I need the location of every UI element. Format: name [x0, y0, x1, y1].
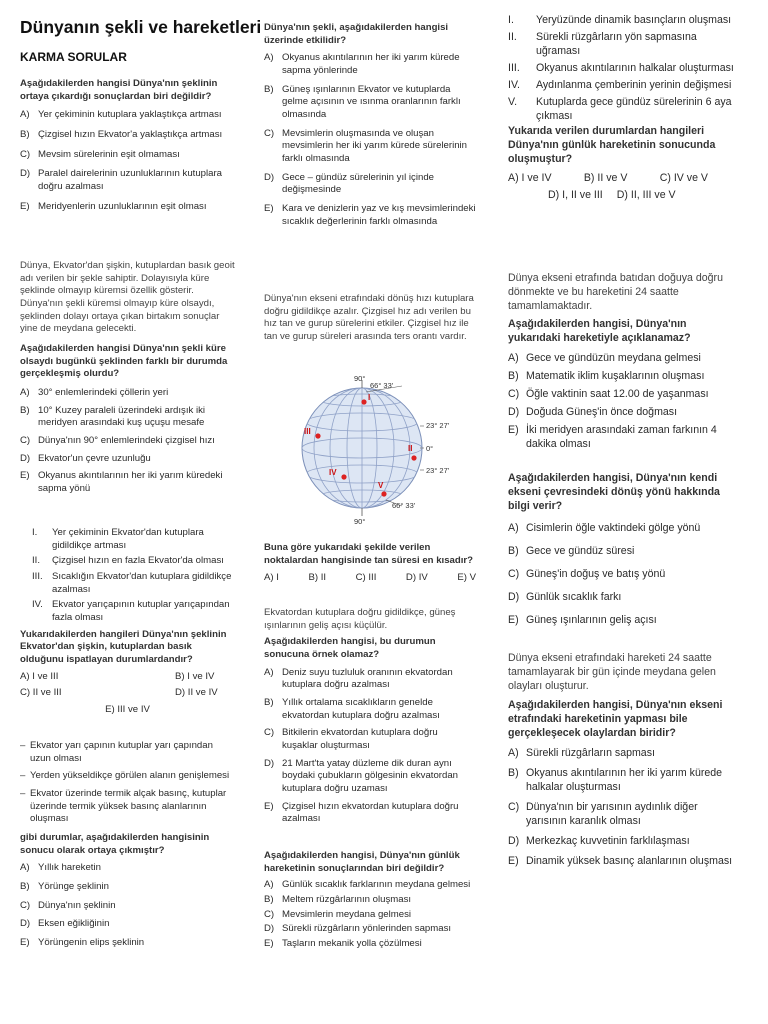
- option-b[interactable]: B) Meltem rüzgârlarının oluşması: [264, 893, 412, 905]
- question-passage: Ekvatordan kutuplara doğru gidildikçe, güneş ışınlarının geliş açısı küçülür.: [264, 607, 456, 631]
- options-list: [264, 52, 476, 228]
- option-d[interactable]: D) Paralel dairelerinin uzunluklarının kutuplara doğru azalması: [20, 168, 222, 192]
- question-stem: Yukarıdakilerden hangileri Dünya'nın şeklinin Ekvator'dan şişkin, kutuplardan basık olduğunu ispatlayan durumlardandır?: [20, 628, 227, 665]
- option-e[interactable]: E) Kara ve denizlerin yaz ve kış mevsimlerindeki sıcaklık değerlerinin farklı olmasında: [264, 202, 476, 227]
- option-e[interactable]: E) Dinamik yüksek basınç alanlarının oluşması: [508, 854, 733, 867]
- option-d[interactable]: D) Sürekli rüzgârların yönlerinden sapması: [264, 923, 452, 935]
- roman-items: [20, 527, 235, 625]
- option-e[interactable]: D) II, III ve V: [616, 188, 676, 201]
- question-stem: Aşağıdakilerden hangisi, Dünya'nın ekseni etrafındaki hareketinin yapması bile gerçekleşecek olaylardan biridir?: [508, 698, 723, 739]
- globe-diagram: [284, 372, 484, 527]
- question-2: [20, 260, 235, 496]
- option-a[interactable]: A) 30° enlemlerindeki çöllerin yeri: [20, 386, 169, 398]
- question-11: [508, 472, 740, 628]
- option-a[interactable]: A) I: [264, 572, 279, 584]
- option-d[interactable]: D) II ve IV: [175, 687, 218, 699]
- label-lat-3: 0°: [426, 444, 434, 453]
- roman-item: IV. Ekvator yarıçapının kutuplar yarıçapından fazla olması: [32, 599, 230, 623]
- option-d[interactable]: D) Ekvator'un çevre uzunluğu: [20, 452, 151, 464]
- option-d[interactable]: D) Merkezkaç kuvvetinin farklılaşması: [508, 834, 690, 847]
- option-c[interactable]: C) Güneş'in doğuş ve batış yönü: [508, 567, 666, 580]
- answer-row: [264, 572, 476, 585]
- roman-item: V. Kutuplarda gece gündüz sürelerinin 6 aya çıkması: [508, 95, 732, 122]
- question-stem: gibi durumlar, aşağıdakilerden hangisinin sonucu olarak ortaya çıkmıştır?: [20, 831, 210, 856]
- label-top: 90°: [354, 374, 366, 383]
- question-3: [20, 527, 235, 717]
- question-stem: Aşağıdakilerden hangisi, bu durumun sonucuna örnek olamaz?: [264, 636, 436, 660]
- answer-grid: [508, 172, 740, 203]
- question-10: [508, 272, 740, 452]
- option-e[interactable]: E) Yörüngenin elips şeklinin: [20, 936, 145, 948]
- roman-item: III. Sıcaklığın Ekvator'dan kutuplara gidildikçe azalması: [32, 570, 232, 595]
- question-stem: Aşağıdakilerden hangisi, Dünya'nın yukarıdaki hareketiyle açıklanamaz?: [508, 317, 691, 344]
- roman-item: III. Okyanus akıntılarının halkalar oluşturması: [508, 61, 734, 74]
- question-12: [508, 652, 740, 869]
- option-c[interactable]: C) Dünya'nın bir yarısının aydınlık diğer yarısının karanlık olması: [508, 800, 698, 827]
- option-e[interactable]: E) V: [457, 572, 476, 584]
- option-c[interactable]: C) Dünya'nın şeklinin: [20, 899, 116, 911]
- option-c[interactable]: C) Bitkilerin ekvatordan kutuplara doğru kuşaklar oluşturması: [264, 727, 438, 751]
- option-d[interactable]: D) IV: [405, 572, 428, 584]
- point-v-label: V: [378, 481, 384, 490]
- question-stem: Aşağıdakilerden hangisi Dünya'nın şekli küre olsaydı bugünkü şeklinden farklı bir durumda gerçekleşmiş olurdu?: [20, 342, 228, 380]
- question-stem: Aşağıdakilerden hangisi, Dünya'nın kendi ekseni çevresindeki dönüş yönü hakkında bilgi verir?: [508, 472, 720, 512]
- question-4: [20, 740, 235, 950]
- option-c[interactable]: C) Mevsimlerin meydana gelmesi: [264, 908, 412, 920]
- option-d[interactable]: D) Doğuda Güneş'in önce doğması: [508, 405, 678, 418]
- option-a[interactable]: A) I ve IV: [508, 171, 552, 184]
- option-a[interactable]: A) Yer çekiminin kutuplara yaklaştıkça artması: [20, 109, 222, 121]
- point-i: [361, 399, 366, 404]
- option-c[interactable]: C) Öğle vaktinin saat 12.00 de yaşanması: [508, 387, 709, 400]
- point-i-label: I: [368, 393, 371, 402]
- option-d[interactable]: D) 21 Mart'ta yatay düzleme dik duran aynı boydaki çubukların gölgesinin ekvatordan kutuplara doğru uzaması: [264, 757, 458, 794]
- option-e[interactable]: E) İki meridyen arasındaki zaman farkının 4 dakika olması: [508, 423, 717, 450]
- option-a[interactable]: A) Yıllık hareketin: [20, 862, 101, 874]
- label-lat-5: 66° 33': [392, 501, 416, 510]
- options-list: [508, 522, 740, 628]
- roman-item: I. Yeryüzünde dinamik basınçların oluşması: [508, 14, 732, 26]
- option-d[interactable]: D) Günlük sıcaklık farkı: [508, 590, 622, 603]
- option-d[interactable]: D) Eksen eğikliğinin: [20, 918, 110, 930]
- options-list: [264, 879, 476, 950]
- label-lat-2: 23° 27': [426, 421, 450, 430]
- option-b[interactable]: B) Yıllık ortalama sıcaklıkların genelde ekvatordan kutuplara doğru azalması: [264, 696, 440, 721]
- label-bottom: 90°: [354, 517, 366, 526]
- option-a[interactable]: A) Gece ve gündüzün meydana gelmesi: [508, 351, 701, 364]
- option-c[interactable]: C) Dünya'nın 90° enlemlerindeki çizgisel hızı: [20, 434, 215, 446]
- question-passage: Dünya'nın ekseni etrafındaki dönüş hızı kutuplara doğru gidildikçe azalır. Çizgisel hız adı verilen bu hız tan ve gurup sürelerini etkiler. Çizgisel hız ile tan ve gurup süreleri arasında ters orantı vardır.: [264, 293, 474, 342]
- option-a[interactable]: A) Sürekli rüzgârların sapması: [508, 746, 655, 759]
- roman-item: II. Çizgisel hızın en fazla Ekvator'da olması: [32, 555, 224, 567]
- question-stem: Aşağıdakilerden hangisi, Dünya'nın günlük hareketinin sonuçlarından biri değildir?: [264, 850, 460, 874]
- option-b[interactable]: B) Çizgisel hızın Ekvator'a yaklaştıkça artması: [20, 128, 223, 140]
- point-iii: [315, 433, 320, 438]
- option-a[interactable]: A) Okyanus akıntılarının her iki yarım küredе sapma yönlerinde: [264, 52, 460, 76]
- options-list: [20, 862, 235, 949]
- question-5: [264, 22, 476, 228]
- options-list: [508, 352, 740, 452]
- roman-item: II. Sürekli rüzgârların yön sapmasına uğraması: [508, 30, 697, 57]
- point-ii: [411, 455, 416, 460]
- option-e[interactable]: E) Güneş ışınlarının geliş açısı: [508, 613, 657, 626]
- option-c[interactable]: C) IV ve V: [659, 171, 708, 184]
- option-e[interactable]: E) Meridyenlerin uzunluklarının eşit olması: [20, 200, 207, 212]
- point-iii-label: III: [304, 427, 311, 436]
- option-b[interactable]: B) I ve IV: [175, 670, 215, 682]
- question-9: [508, 14, 740, 203]
- question-passage: Dünya ekseni etrafında batıdan doğuya doğru dönmekte ve bu hareketini 24 saatte tamamlamaktadır.: [508, 272, 723, 312]
- options-list: [264, 667, 476, 826]
- option-d[interactable]: D) Gece – gündüz sürelerinin yıl içinde değişmesinde: [264, 171, 434, 196]
- question-passage: Dünya, Ekvator'dan şişkin, kutuplardan basık geoit adı verilen bir şekle sahiptir. Dolayısıyla küre şeklinde olmayıp küremsi özellik gösterir. Dünya'nın şekli küremsi olmayıp küre olsaydı, şeklinden dolayı ortaya çıkan birtakım sonuçlar yine de meydana gelecekti.: [20, 260, 235, 335]
- option-b[interactable]: B) Matematik iklim kuşaklarının oluşması: [508, 369, 705, 382]
- options-list: [20, 109, 235, 213]
- globe-svg: [284, 372, 484, 527]
- question-stem: Aşağıdakilerden hangisi Dünya'nın şeklinin ortaya çıkardığı sonuçlardan biri değildir?: [20, 78, 218, 102]
- option-a[interactable]: A) I ve III: [20, 670, 59, 682]
- point-v: [381, 491, 386, 496]
- option-e[interactable]: E) Okyanus akıntılarının her iki yarım küredeki sapma yönü: [20, 470, 223, 494]
- roman-items: [508, 14, 740, 124]
- options-list: [508, 747, 740, 869]
- option-e[interactable]: E) Taşların mekanik yolla çözülmesi: [264, 937, 422, 949]
- option-b[interactable]: B) Gece ve gündüz süresi: [508, 544, 635, 557]
- point-ii-label: II: [408, 444, 413, 453]
- page-title: Dünyanın şekli ve hareketleri: [20, 17, 262, 37]
- option-c[interactable]: C) Mevsimlerin oluşmasında ve oluşan mevsimlerin her iki yarım kürede sürelerinin farklı olmasında: [264, 127, 468, 164]
- option-a[interactable]: A) Deniz suyu tuzluluk oranının ekvatordan kutuplara doğru azalması: [264, 666, 453, 691]
- question-8: [264, 850, 476, 951]
- option-b[interactable]: B) 10° Kuzey paraleli üzerindeki ardışık iki meridyen arasındaki kuş uçuşu mesafe: [20, 404, 206, 429]
- option-a[interactable]: A) Cisimlerin öğle vaktindeki gölge yönü: [508, 521, 701, 534]
- option-d[interactable]: D) I, II ve III: [548, 188, 603, 201]
- question-6-stem: [264, 542, 476, 585]
- roman-item: IV. Aydınlanma çemberinin yerinin değişmesi: [508, 78, 732, 91]
- label-lat-4: 23° 27': [426, 466, 450, 475]
- option-c[interactable]: C) III: [355, 572, 377, 584]
- question-stem: Dünya'nın şekli, aşağıdakilerden hangisi üzerinde etkilidir?: [264, 22, 449, 46]
- point-iv: [341, 474, 346, 479]
- question-passage: Dünya ekseni etrafındaki hareketi 24 saatte tamamlayarak bir gün içinde meydana gelen olayları oluşturur.: [508, 652, 716, 692]
- option-e[interactable]: E) Çizgisel hızın ekvatordan kutuplara doğru azalması: [264, 800, 459, 825]
- point-iv-label: IV: [329, 468, 337, 477]
- question-7: [264, 607, 476, 826]
- option-b[interactable]: B) II: [308, 572, 327, 584]
- question-6: [264, 293, 476, 344]
- options-list: [20, 387, 235, 496]
- question-stem: Yukarıda verilen durumlardan hangileri Dünya'nın günlük hareketinin sonucunda oluşmuştur?: [508, 124, 716, 165]
- question-stem: Buna göre yukarıdaki şekilde verilen noktalardan hangisinde tan süresi en kısadır?: [264, 542, 473, 566]
- option-b[interactable]: B) Güneş ışınlarının Ekvator ve kutuplarda gelme açısının ve ısınma oranlarının farklı olmasında: [264, 83, 461, 120]
- section-subtitle: KARMA SORULAR: [20, 50, 127, 64]
- option-b[interactable]: B) II ve V: [583, 171, 628, 184]
- bullet-item: – Ekvator yarı çapının kutuplar yarı çapından uzun olması: [20, 740, 213, 764]
- bullet-item: – Ekvator üzerinde termik alçak basınç, kutuplar üzerinde termik yüksek basınç alanlarının oluşması: [20, 787, 227, 825]
- question-1: [20, 78, 235, 213]
- label-lat-1: 66° 33': [370, 381, 394, 390]
- bullet-list: [20, 740, 235, 826]
- option-b[interactable]: B) Okyanus akıntılarının her iki yarım kürede halkalar oluşturması: [508, 766, 723, 793]
- roman-item: I. Yer çekiminin Ekvator'dan kutuplara gidildikçe artması: [32, 527, 204, 551]
- option-c[interactable]: C) Mevsim sürelerinin eşit olmaması: [20, 148, 180, 160]
- answer-grid: [20, 671, 235, 717]
- option-a[interactable]: A) Günlük sıcaklık farklarının meydana gelmesi: [264, 879, 471, 891]
- option-c[interactable]: C) II ve III: [20, 687, 62, 699]
- option-b[interactable]: B) Yörünge şeklinin: [20, 880, 109, 892]
- option-e[interactable]: E) III ve IV: [105, 703, 150, 715]
- bullet-item: – Yerden yükseldikçe görülen alanın genişlemesi: [20, 770, 230, 782]
